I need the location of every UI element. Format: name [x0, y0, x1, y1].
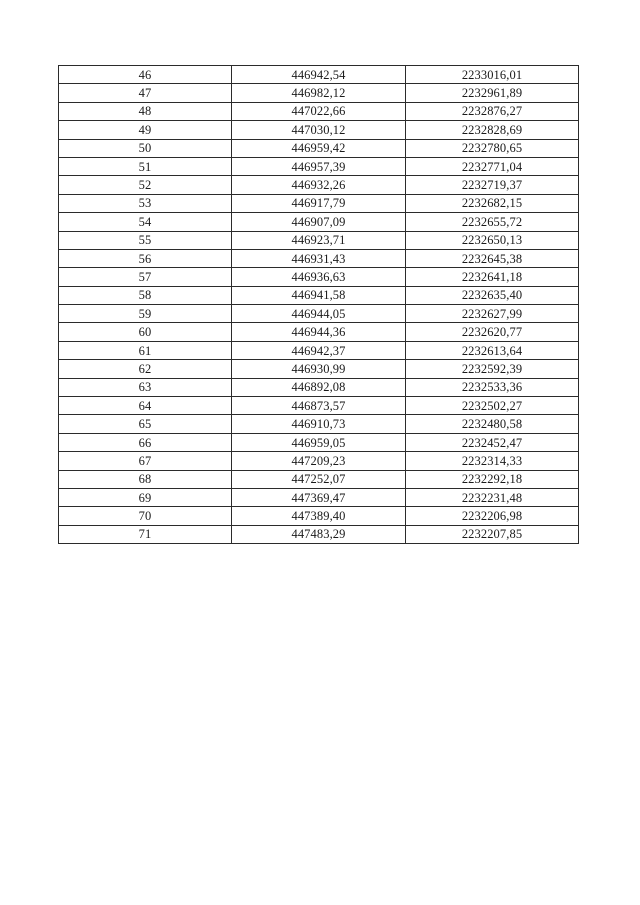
y-coordinate-cell: 2233016,01 [406, 66, 579, 84]
x-coordinate-cell: 446941,58 [232, 286, 406, 304]
y-coordinate-cell: 2232828,69 [406, 121, 579, 139]
x-coordinate-cell: 446936,63 [232, 268, 406, 286]
x-coordinate-cell: 447030,12 [232, 121, 406, 139]
y-coordinate-cell: 2232682,15 [406, 194, 579, 212]
y-coordinate-cell: 2232613,64 [406, 341, 579, 359]
y-coordinate-cell: 2232533,36 [406, 378, 579, 396]
table-row [59, 176, 579, 194]
point-number-cell: 63 [59, 378, 232, 396]
table-row [59, 507, 579, 525]
table-row [59, 470, 579, 488]
point-number-cell: 70 [59, 507, 232, 525]
table-row [59, 433, 579, 451]
table-row [59, 341, 579, 359]
x-coordinate-cell: 447389,40 [232, 507, 406, 525]
y-coordinate-cell: 2232314,33 [406, 452, 579, 470]
table-row [59, 194, 579, 212]
y-coordinate-cell: 2232620,77 [406, 323, 579, 341]
coordinates-table [58, 65, 579, 544]
x-coordinate-cell: 446957,39 [232, 157, 406, 175]
table-row [59, 66, 579, 84]
point-number-cell: 57 [59, 268, 232, 286]
point-number-cell: 71 [59, 525, 232, 543]
table-row [59, 121, 579, 139]
coordinates-table-body [59, 66, 579, 544]
point-number-cell: 65 [59, 415, 232, 433]
table-row [59, 415, 579, 433]
table-row [59, 525, 579, 543]
x-coordinate-cell: 446942,54 [232, 66, 406, 84]
point-number-cell: 56 [59, 249, 232, 267]
y-coordinate-cell: 2232627,99 [406, 305, 579, 323]
y-coordinate-cell: 2232641,18 [406, 268, 579, 286]
point-number-cell: 69 [59, 488, 232, 506]
y-coordinate-cell: 2232452,47 [406, 433, 579, 451]
point-number-cell: 55 [59, 231, 232, 249]
table-row [59, 102, 579, 120]
table-row [59, 231, 579, 249]
y-coordinate-cell: 2232650,13 [406, 231, 579, 249]
table-row [59, 378, 579, 396]
point-number-cell: 54 [59, 213, 232, 231]
x-coordinate-cell: 446959,42 [232, 139, 406, 157]
y-coordinate-cell: 2232655,72 [406, 213, 579, 231]
table-row [59, 213, 579, 231]
point-number-cell: 48 [59, 102, 232, 120]
x-coordinate-cell: 446873,57 [232, 397, 406, 415]
table-row [59, 84, 579, 102]
table-row [59, 139, 579, 157]
point-number-cell: 66 [59, 433, 232, 451]
point-number-cell: 62 [59, 360, 232, 378]
x-coordinate-cell: 446931,43 [232, 249, 406, 267]
x-coordinate-cell: 447369,47 [232, 488, 406, 506]
y-coordinate-cell: 2232206,98 [406, 507, 579, 525]
x-coordinate-cell: 446892,08 [232, 378, 406, 396]
x-coordinate-cell: 446932,26 [232, 176, 406, 194]
table-row [59, 452, 579, 470]
point-number-cell: 53 [59, 194, 232, 212]
point-number-cell: 68 [59, 470, 232, 488]
y-coordinate-cell: 2232207,85 [406, 525, 579, 543]
x-coordinate-cell: 446942,37 [232, 341, 406, 359]
point-number-cell: 51 [59, 157, 232, 175]
y-coordinate-cell: 2232592,39 [406, 360, 579, 378]
table-row [59, 397, 579, 415]
y-coordinate-cell: 2232231,48 [406, 488, 579, 506]
table-row [59, 249, 579, 267]
y-coordinate-cell: 2232961,89 [406, 84, 579, 102]
y-coordinate-cell: 2232635,40 [406, 286, 579, 304]
x-coordinate-cell: 447483,29 [232, 525, 406, 543]
y-coordinate-cell: 2232645,38 [406, 249, 579, 267]
x-coordinate-cell: 446944,36 [232, 323, 406, 341]
point-number-cell: 50 [59, 139, 232, 157]
point-number-cell: 58 [59, 286, 232, 304]
x-coordinate-cell: 446910,73 [232, 415, 406, 433]
y-coordinate-cell: 2232480,58 [406, 415, 579, 433]
x-coordinate-cell: 446917,79 [232, 194, 406, 212]
table-row [59, 488, 579, 506]
point-number-cell: 60 [59, 323, 232, 341]
table-row [59, 360, 579, 378]
point-number-cell: 67 [59, 452, 232, 470]
x-coordinate-cell: 446907,09 [232, 213, 406, 231]
point-number-cell: 47 [59, 84, 232, 102]
table-row [59, 157, 579, 175]
table-row [59, 286, 579, 304]
y-coordinate-cell: 2232502,27 [406, 397, 579, 415]
x-coordinate-cell: 447022,66 [232, 102, 406, 120]
y-coordinate-cell: 2232292,18 [406, 470, 579, 488]
y-coordinate-cell: 2232719,37 [406, 176, 579, 194]
point-number-cell: 46 [59, 66, 232, 84]
table-row [59, 323, 579, 341]
point-number-cell: 52 [59, 176, 232, 194]
y-coordinate-cell: 2232771,04 [406, 157, 579, 175]
table-row [59, 305, 579, 323]
x-coordinate-cell: 447252,07 [232, 470, 406, 488]
point-number-cell: 59 [59, 305, 232, 323]
point-number-cell: 49 [59, 121, 232, 139]
table-row [59, 268, 579, 286]
point-number-cell: 61 [59, 341, 232, 359]
y-coordinate-cell: 2232780,65 [406, 139, 579, 157]
point-number-cell: 64 [59, 397, 232, 415]
x-coordinate-cell: 446959,05 [232, 433, 406, 451]
y-coordinate-cell: 2232876,27 [406, 102, 579, 120]
x-coordinate-cell: 446982,12 [232, 84, 406, 102]
x-coordinate-cell: 446923,71 [232, 231, 406, 249]
x-coordinate-cell: 446930,99 [232, 360, 406, 378]
x-coordinate-cell: 446944,05 [232, 305, 406, 323]
x-coordinate-cell: 447209,23 [232, 452, 406, 470]
